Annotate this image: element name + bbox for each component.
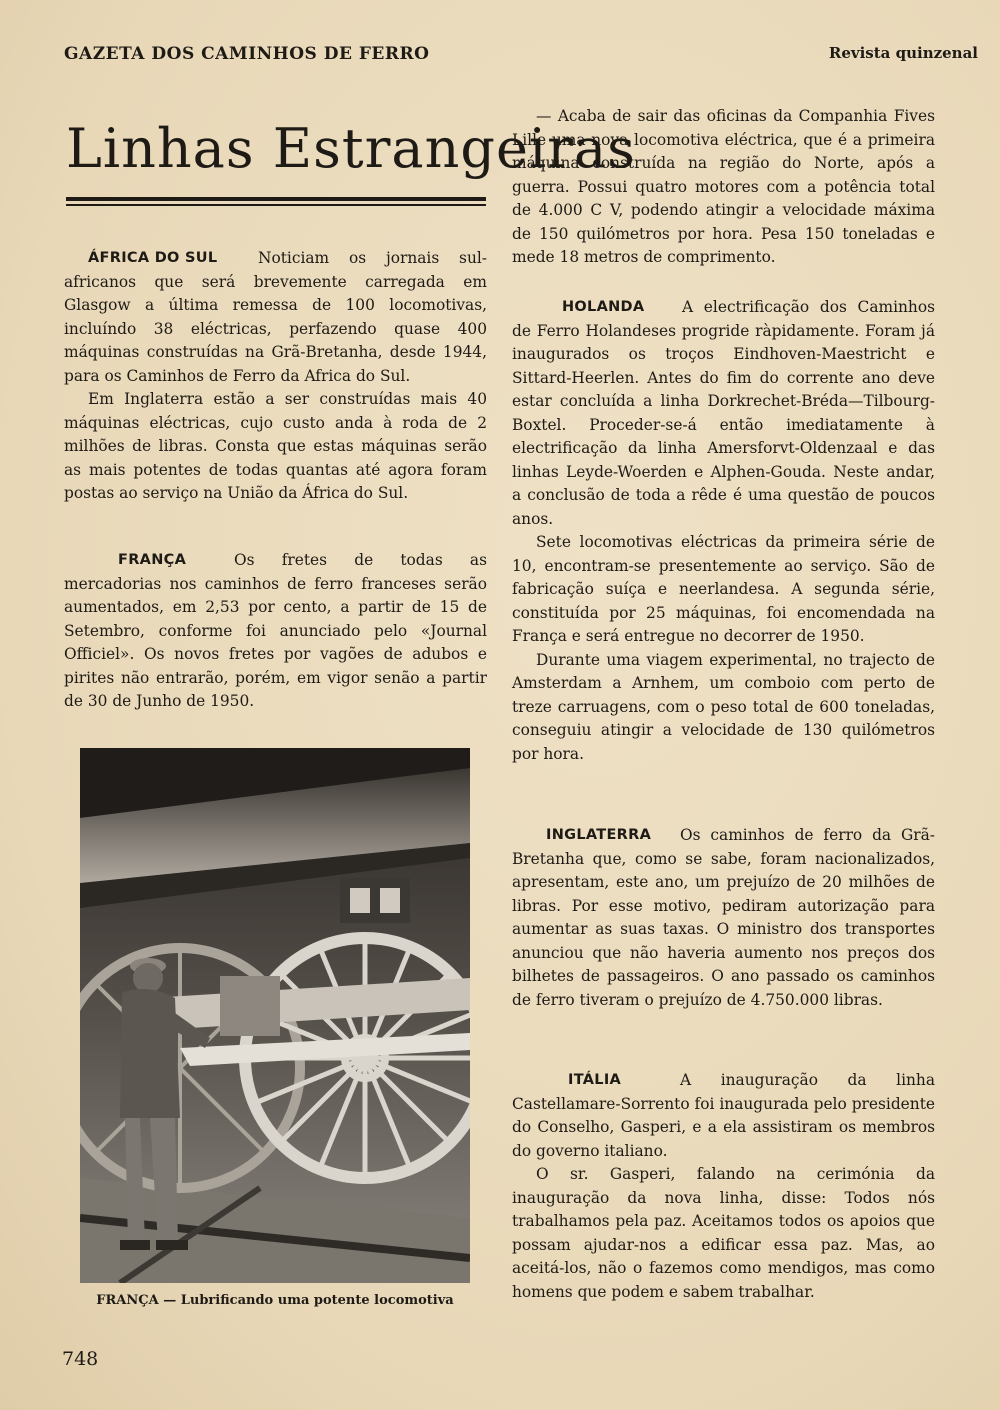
locomotive-photo: [80, 748, 470, 1283]
franca-paragraph-2: — Acaba de sair das oficinas da Companhia Fives Lille uma nova locomotiva eléctrica, que é a primeira máquina construída na região do Norte, após a guerra. Possui quatro motores com a potência total de 4.000 C V, podendo atingir a velocidade máxima de 150 quilómetros por hora. Pesa 150 toneladas e mede 18 metros de comprimento.: [512, 107, 935, 266]
holanda-heading: HOLANDA: [562, 299, 645, 315]
left-column-top: [64, 247, 487, 506]
article-inglaterra: [512, 824, 935, 1012]
journal-title: GAZETA DOS CAMINHOS DE FERRO: [64, 44, 430, 64]
africa-paragraph-1: ÁFRICA DO SUL Noticiam os jornais sul-africanos que será brevemente carregada em Glasgow a última remessa de 100 locomotivas, incluíndo 38 eléctricas, perfazendo quase 400 máquinas construídas na Grã-Bretanha, desde 1944, para os Caminhos de Ferro da Africa do Sul.: [64, 249, 487, 385]
journal-subtitle: Revista quinzenal: [828, 44, 978, 62]
title-rule-thick: [66, 197, 486, 201]
right-column-franca-cont: [512, 105, 935, 270]
article-franca: [64, 549, 487, 714]
africa-paragraph-2: Em Inglaterra estão a ser construídas mais 40 máquinas eléctricas, cujo custo anda à roda de 2 milhões de libras. Consta que estas máquinas serão as mais potentes de todas quantas até agora foram postas ao serviço na União da África do Sul.: [64, 390, 487, 502]
running-head: [64, 44, 978, 68]
franca-paragraph-1: FRANÇA Os fretes de todas as mercadorias nos caminhos de ferro franceses serão aumentados, em 2,53 por cento, a partir de 15 de Setembro, conforme foi anunciado pelo «Journal Officiel». Os novos fretes por vagões de adubos e pirites não entrarão, porém, em vigor senão a partir de 30 de Junho de 1950.: [64, 551, 487, 710]
right-column-inglaterra: [512, 824, 935, 1012]
page-number: 748: [62, 1348, 99, 1370]
franca-heading: FRANÇA: [118, 552, 187, 568]
italia-paragraph-2: O sr. Gasperi, falando na cerimónia da inauguração da nova linha, disse: Todos nós trabalhamos pela paz. Aceitamos todos os apoios que possam ajudar-nos a edificar essa paz. Mas, ao aceitá-los, não o fazemos como mendigos, mas como homens que podem e sabem trabalhar.: [512, 1165, 935, 1301]
africa-heading: ÁFRICA DO SUL: [88, 250, 218, 266]
title-rule-thin: [66, 204, 486, 206]
right-column-italia: [512, 1069, 935, 1304]
article-italia: [512, 1069, 935, 1304]
left-column-franca: [64, 549, 487, 714]
italia-paragraph-1: ITÁLIA A inauguração da linha Castellamare-Sorrento foi inaugurada pelo presidente do Conselho, Gasperi, e a ela assistiram os membros do governo italiano.: [512, 1071, 935, 1160]
inglaterra-paragraph-1: INGLATERRA Os caminhos de ferro da Grã-Bretanha que, como se sabe, foram nacionalizados, apresentam, este ano, um prejuízo de 20 milhões de libras. Por esse motivo, pediram autorização para aumentar as suas taxas. O ministro dos transportes anunciou que não haveria aumento nos preços dos bilhetes de passageiros. O ano passado os caminhos de ferro tiveram o prejuízo de 4.750.000 libras.: [512, 826, 935, 1009]
photo-caption: FRANÇA — Lubrificando uma potente locomotiva: [96, 1293, 454, 1308]
right-column-holanda: [512, 296, 935, 766]
holanda-paragraph-3: Durante uma viagem experimental, no trajecto de Amsterdam a Arnhem, um comboio com perto de treze carruagens, com o peso total de 600 toneladas, conseguiu atingir a velocidade de 130 quilómetros por hora.: [512, 650, 935, 763]
article-holanda: [512, 296, 935, 766]
inglaterra-heading: INGLATERRA: [546, 827, 652, 843]
holanda-paragraph-1: HOLANDA A electrificação dos Caminhos de Ferro Holandeses progride ràpidamente. Foram já inaugurados os troços Eindhoven-Maestricht e Sittard-Heerlen. Antes do fim do corrente ano deve estar concluída a linha Dorkrechet-Bréda—Tilbourg-Boxtel. Proceder-se-á então imediatamente à electrificação da linha Amersforvt-Oldenzaal e das linhas Leyde-Woerden e Alphen-Gouda. Neste andar, a conclusão de toda a rêde é uma questão de poucos anos.: [512, 298, 935, 528]
article-africa: [64, 247, 487, 506]
holanda-paragraph-2: Sete locomotivas eléctricas da primeira série de 10, encontram-se presentemente ao serviço. São de fabricação suíça e neerlandesa. A segunda série, constituída por 25 máquinas, foi encomendada na França e será entregue no decorrer de 1950.: [512, 533, 935, 645]
section-title: Linhas Estrangeiras: [66, 117, 636, 180]
italia-heading: ITÁLIA: [568, 1072, 622, 1088]
